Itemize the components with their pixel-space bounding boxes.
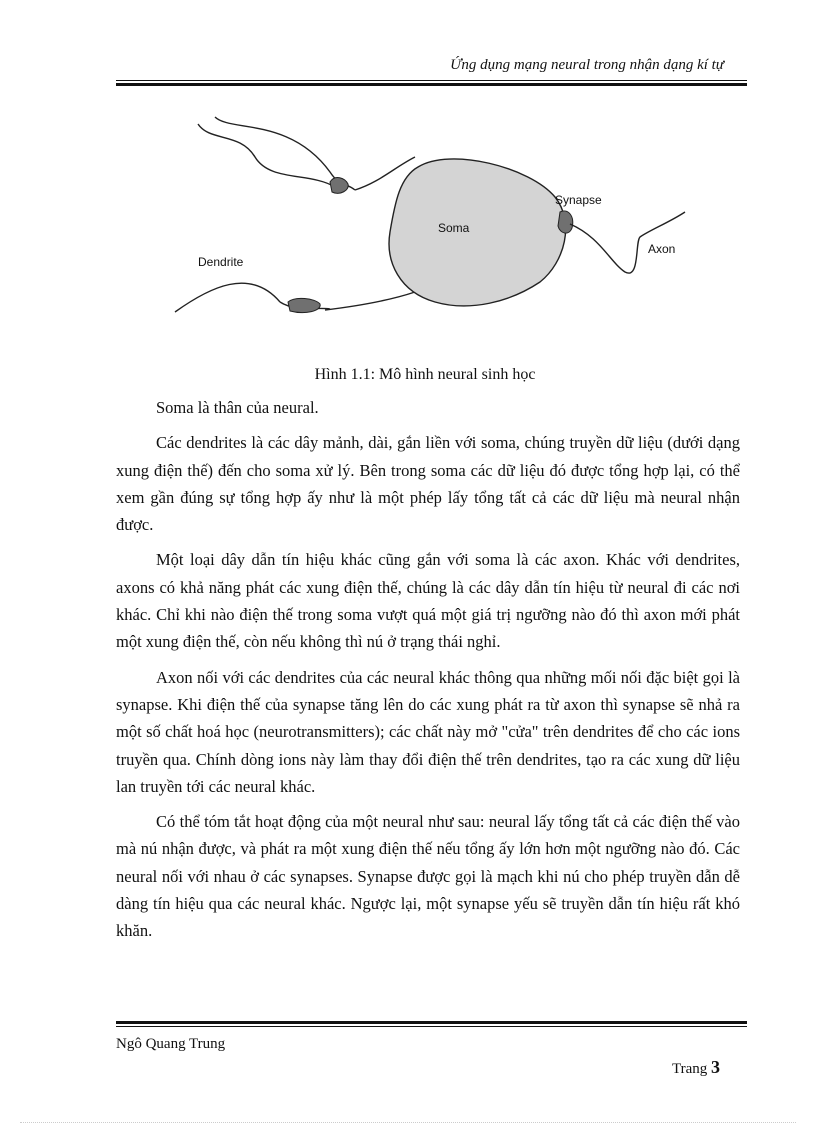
synapse-blob (330, 178, 348, 194)
author-name: Ngô Quang Trung (116, 1036, 226, 1052)
dendrite-line (175, 283, 280, 312)
neuron-figure (170, 112, 690, 337)
synapse-blob (288, 298, 320, 312)
soma-body (389, 159, 566, 306)
soma-label: Soma (438, 221, 470, 235)
dendrite-line (325, 292, 415, 310)
paragraph: Soma là thân của neural. (156, 398, 319, 417)
neuron-diagram (170, 112, 690, 337)
synapse-label: Synapse (555, 193, 602, 207)
page-number (672, 1057, 720, 1078)
synapse-blob (558, 211, 573, 233)
running-header: Ứng dụng mạng neural trong nhận dạng kí tự (450, 57, 724, 73)
paragraph: Có thể tóm tắt hoạt động của một neural như sau: neural lấy tổng tất cả các điện thế vào mà nú nhận được, và phát ra một xung điện thế nếu tổng ấy lớn hơn một ngưỡng nào đó. Các neural nối với nhau ở các synapses. Synapse được gọi là mạch khi nú cho phép truyền dẫn dễ dàng tín hiệu qua các neural khác. Ngược lại, một synapse yếu sẽ truyền dẫn tín hiệu rất khó khăn. (116, 812, 740, 941)
paragraph: Các dendrites là các dây mảnh, dài, gắn liền với soma, chúng truyền dữ liệu (dưới dạng xung điện thế) đến cho soma xử lý. Bên trong soma các dữ liệu đó được tổng hợp lại, có thể xem gần đúng sự tổng hợp ấy như là một phép lấy tổng tất cả các dữ liệu mà neural nhận được. (116, 433, 740, 535)
paragraph: Một loại dây dẫn tín hiệu khác cũng gắn với soma là các axon. Khác với dendrites, axons có khả năng phát các xung điện thế, chúng là các dây dẫn tín hiệu từ neural đi các nơi khác. Chỉ khi nào điện thế trong soma vượt quá một giá trị ngưỡng nào đó thì axon mới phát một xung điện thế, còn nếu không thì nú ở trạng thái nghỉ. (116, 550, 740, 652)
dendrite-label: Dendrite (198, 255, 244, 269)
paragraph: Axon nối với các dendrites của các neural khác thông qua những mối nối đặc biệt gọi là synapse. Khi điện thế của synapse tăng lên do các xung phát ra từ axon thì synapse sẽ nhả ra một số chất hoá học (neurotransmitters); các chất này mở "cửa" trên dendrites để cho các ions truyền qua. Chính dòng ions này làm thay đổi điện thế trên dendrites, tạo ra các xung dữ liệu lan truyền tới các neural khác. (116, 667, 740, 796)
axon-label: Axon (648, 242, 676, 256)
figure-caption: Hình 1.1: Mô hình neural sinh học (314, 366, 536, 383)
header-rule (116, 80, 747, 86)
page-number-value: 3 (711, 1057, 720, 1077)
page-label: Trang (671, 1061, 708, 1077)
footer-rule (116, 1021, 747, 1027)
body-text (116, 394, 740, 953)
